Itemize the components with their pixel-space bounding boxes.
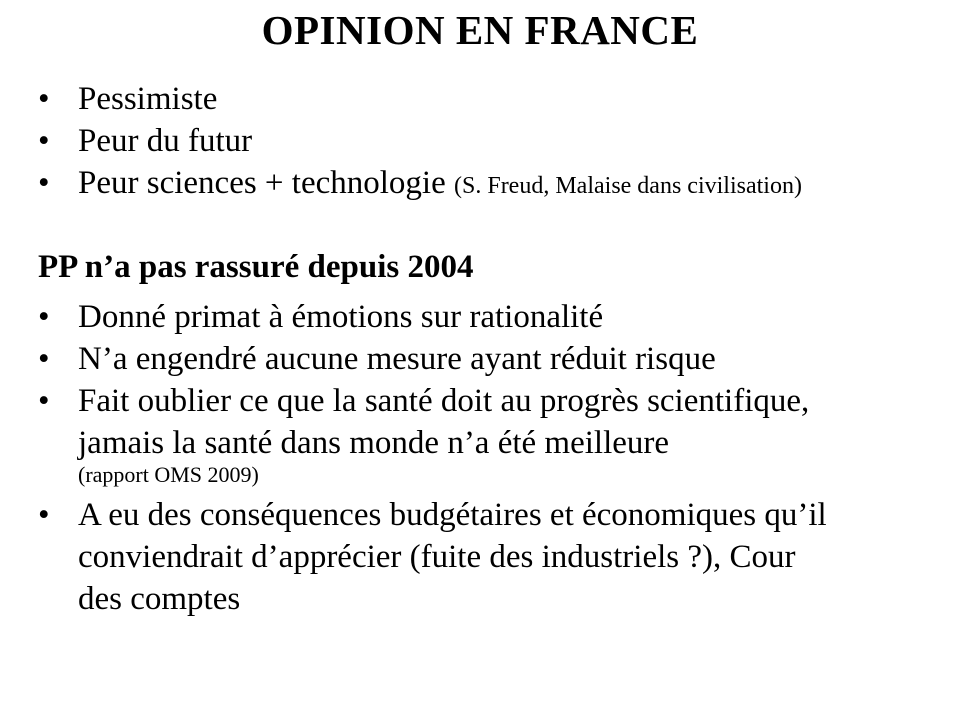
bullet-icon: •: [38, 123, 50, 159]
bullet-icon: •: [38, 497, 50, 533]
list-item-text: Peur du futur: [78, 123, 253, 159]
list-item-text-line: conviendrait d’apprécier (fuite des industriels ?), Cour: [78, 539, 796, 575]
list-item: [0, 120, 960, 162]
list-item: [0, 296, 960, 338]
list-item-text: Donné primat à émotions sur rationalité: [78, 299, 604, 335]
list-item-reference: (rapport OMS 2009): [78, 462, 259, 487]
list-item: [0, 338, 960, 380]
slide-title: OPINION EN FRANCE: [261, 7, 699, 53]
list-item: [0, 78, 960, 120]
list-item: [0, 380, 960, 486]
list-item-note: (S. Freud, Malaise dans civilisation): [454, 173, 802, 199]
bullet-icon: •: [38, 299, 50, 335]
bullet-icon: •: [38, 165, 50, 201]
opinion-list: [0, 78, 960, 207]
critique-list: [0, 296, 960, 620]
list-item-text-line: Fait oublier ce que la santé doit au progrès scientifique,: [78, 383, 810, 419]
list-item-text-line: jamais la santé dans monde n’a été meilleure: [78, 425, 670, 461]
list-item-text-line: des comptes: [78, 581, 241, 617]
list-item-text: Pessimiste: [78, 81, 218, 117]
list-item-text: N’a engendré aucune mesure ayant réduit risque: [78, 341, 716, 377]
list-item-text: Peur sciences + technologie: [78, 165, 446, 201]
list-item: [0, 494, 960, 620]
bullet-icon: •: [38, 383, 50, 419]
bullet-icon: •: [38, 81, 50, 117]
list-item: [0, 162, 960, 207]
section-heading: PP n’a pas rassuré depuis 2004: [38, 249, 474, 285]
list-item-text-line: A eu des conséquences budgétaires et économiques qu’il: [78, 497, 827, 533]
bullet-icon: •: [38, 341, 50, 377]
